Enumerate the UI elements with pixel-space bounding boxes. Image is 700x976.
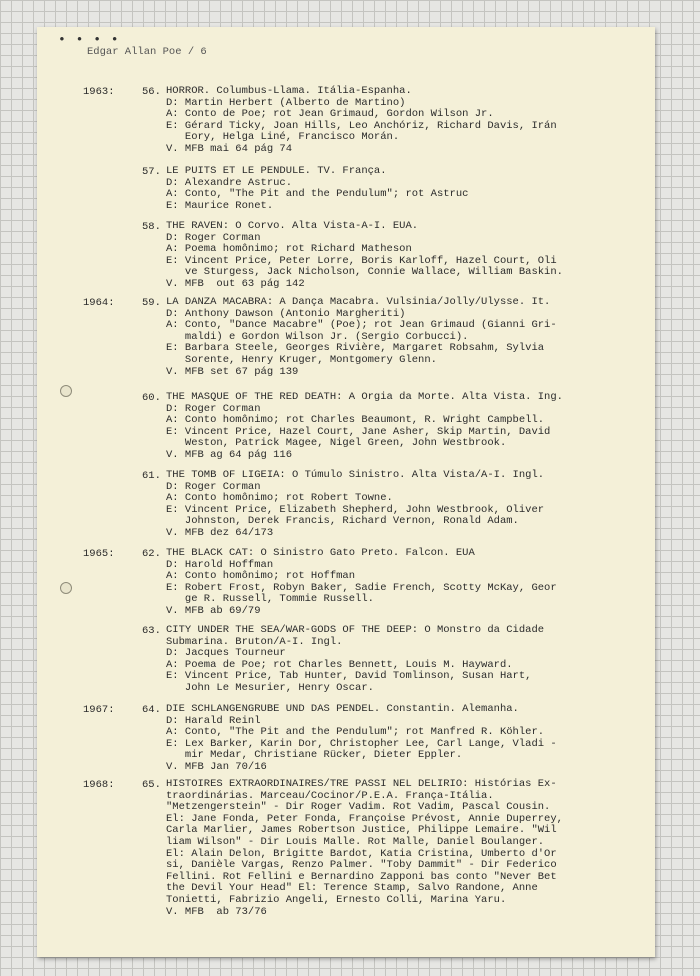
entry-line: ge R. Russell, Tommie Russell.	[166, 593, 374, 606]
entry-year: 1968:	[83, 779, 115, 791]
entry-line: D: Jacques Tourneur	[166, 647, 286, 660]
entry-number: 60.	[142, 392, 161, 404]
entry-line: Fellini. Rot Fellini e Bernardino Zapponi bas conto "Never Bet	[166, 870, 557, 883]
entry-number: 63.	[142, 625, 161, 637]
entry-title: THE TOMB OF LIGEIA: O Túmulo Sinistro. Alta Vista/A-I. Ingl.	[166, 469, 545, 481]
punch-hole	[60, 385, 72, 397]
entry-line: V. MFB Jan 70/16	[166, 761, 267, 773]
entry-line: A: Conto homônimo; rot Charles Beaumont, R. Wright Campbell.	[166, 414, 545, 427]
entry-year: 1967:	[83, 704, 115, 716]
entry-line: si, Danièle Vargas, Renzo Palmer. "Toby Dammit" - Dir Federico	[166, 859, 557, 872]
entry-line: Weston, Patrick Magee, Nigel Green, John Westbrook.	[166, 437, 507, 450]
entry-line: V. MFB out 63 pág 142	[166, 278, 305, 290]
entry-line: V. MFB ag 64 pág 116	[166, 449, 293, 461]
entry-line: A: Conto, "Dance Macabre" (Poe); rot Jean Grimaud (Gianni Gri-	[166, 319, 557, 332]
entry-line: D: Harold Hoffman	[166, 558, 274, 571]
entry-line: Submarina. Bruton/A-I. Ingl.	[166, 635, 343, 648]
entry-line: A: Poema de Poe; rot Charles Bennett, Louis M. Hayward.	[166, 658, 513, 671]
entry-title: THE RAVEN: O Corvo. Alta Vista-A-I. EUA.	[166, 220, 419, 232]
entry-line: maldi) e Gordon Wilson Jr. (Sergio Corbucci).	[166, 330, 469, 343]
entry-number: 57.	[142, 166, 161, 178]
entry-line: E: Vincent Price, Hazel Court, Jane Asher, Skip Martin, David	[166, 425, 551, 438]
entry-line: A: Conto, "The Pit and the Pendulum"; rot Manfred R. Köhler.	[166, 726, 545, 739]
entry-line: D: Roger Corman	[166, 231, 261, 244]
entry-line: A: Conto homônimo; rot Robert Towne.	[166, 492, 393, 505]
entry-title: HORROR. Columbus-Llama. Itália-Espanha.	[166, 85, 412, 97]
entry-title: THE BLACK CAT: O Sinistro Gato Preto. Falcon. EUA	[166, 547, 475, 559]
entry-year: 1963:	[83, 86, 115, 98]
entry-line: A: Conto, "The Pit and the Pendulum"; rot Astruc	[166, 188, 469, 201]
entry-number: 59.	[142, 297, 161, 309]
entry-year: 1965:	[83, 548, 115, 560]
entry-line: V. MFB ab 73/76	[166, 905, 267, 918]
entry-title: HISTOIRES EXTRAORDINAIRES/TRE PASSI NEL DELIRIO: Histórias Ex-	[166, 778, 557, 790]
entry-line: D: Alexandre Astruc.	[166, 176, 293, 189]
entry-line: D: Anthony Dawson (Antonio Margheriti)	[166, 307, 406, 320]
entry-line: Johnston, Derek Francis, Richard Vernon, Ronald Adam.	[166, 515, 519, 528]
punch-hole	[60, 582, 72, 594]
entry-line: liam Wilson" - Dir Louis Malle. Rot Malle, Daniel Boulanger.	[166, 836, 545, 848]
entry-line: Eory, Helga Liné, Francisco Morán.	[166, 131, 400, 144]
entry-line: D: Roger Corman	[166, 480, 261, 493]
entry-line: E: Vincent Price, Tab Hunter, David Tomlinson, Susan Hart,	[166, 670, 532, 683]
entry-line: traordinárias. Marceau/Cocinor/P.E.A. França-Itália.	[166, 789, 494, 802]
entry-line: E: Lex Barker, Karin Dor, Christopher Lee, Carl Lange, Vladi -	[166, 737, 557, 750]
entry-number: 61.	[142, 470, 161, 482]
entry-line: V. MFB mai 64 pág 74	[166, 143, 293, 155]
entry-title: THE MASQUE OF THE RED DEATH: A Orgia da Morte. Alta Vista. Ing.	[166, 391, 563, 403]
entry-line: V. MFB set 67 pág 139	[166, 365, 299, 378]
entry-line: Tonietti, Fabrizio Angeli, Ernesto Colli, Marina Yaru.	[166, 894, 507, 906]
entry-number: 64.	[142, 704, 161, 716]
entry-line: D: Martin Herbert (Alberto de Martino)	[166, 96, 406, 109]
entry-line: E: Barbara Steele, Georges Rivière, Margaret Robsahm, Sylvia	[166, 342, 545, 355]
entry-line: E: Maurice Ronet.	[166, 199, 274, 212]
entry-line: V. MFB ab 69/79	[166, 605, 261, 617]
entry-line: D: Roger Corman	[166, 402, 261, 415]
entry-line: mir Medar, Christiane Rücker, Dieter Eppler.	[166, 749, 463, 762]
entry-line: ve Sturgess, Jack Nicholson, Connie Wallace, William Baskin.	[166, 266, 563, 279]
entry-line: El: Jane Fonda, Peter Fonda, Françoise Prévost, Annie Duperrey,	[166, 812, 563, 825]
page-header: Edgar Allan Poe / 6	[87, 46, 207, 58]
entry-line: "Metzengerstein" - Dir Roger Vadim. Rot Vadim, Pascal Cousin.	[166, 801, 551, 814]
entry-line: D: Harald Reinl	[166, 714, 261, 727]
entry-line: V. MFB dez 64/173	[166, 527, 274, 539]
sheet-dots: • • • •	[58, 32, 120, 47]
entry-number: 65.	[142, 779, 161, 791]
entry-title: LE PUITS ET LE PENDULE. TV. França.	[166, 165, 387, 177]
entry-line: E: Gérard Ticky, Joan Hills, Leo Anchóriz, Richard Davis, Irán	[166, 119, 557, 132]
entry-line: E: Robert Frost, Robyn Baker, Sadie French, Scotty McKay, Geor	[166, 581, 557, 594]
entry-title: DIE SCHLANGENGRUBE UND DAS PENDEL. Constantin. Alemanha.	[166, 703, 519, 715]
entry-number: 58.	[142, 221, 161, 233]
entry-line: A: Poema homônimo; rot Richard Matheson	[166, 243, 412, 256]
entry-line: E: Vincent Price, Elizabeth Shepherd, John Westbrook, Oliver	[166, 503, 545, 516]
entry-line: A: Conto de Poe; rot Jean Grimaud, Gordon Wilson Jr.	[166, 108, 494, 121]
entry-line: Carla Marlier, James Robertson Justice, Philippe Lemaire. "Wil	[166, 824, 557, 837]
entry-year: 1964:	[83, 297, 115, 309]
entry-line: E: Vincent Price, Peter Lorre, Boris Karloff, Hazel Court, Oli	[166, 254, 557, 267]
entry-line: Sorente, Henry Kruger, Montgomery Glenn.	[166, 354, 437, 366]
entry-line: A: Conto homônimo; rot Hoffman	[166, 570, 356, 583]
entry-line: El: Alain Delon, Brigitte Bardot, Katia Cristina, Umberto d'Or	[166, 847, 557, 860]
entry-line: the Devil Your Head" El: Terence Stamp, Salvo Randone, Anne	[166, 882, 538, 895]
entry-number: 62.	[142, 548, 161, 560]
entry-number: 56.	[142, 86, 161, 98]
entry-title: CITY UNDER THE SEA/WAR-GODS OF THE DEEP: O Monstro da Cidade	[166, 624, 545, 636]
entry-title: LA DANZA MACABRA: A Dança Macabra. Vulsinia/Jolly/Ulysse. It.	[166, 296, 551, 308]
entry-line: John Le Mesurier, Henry Oscar.	[166, 682, 374, 694]
